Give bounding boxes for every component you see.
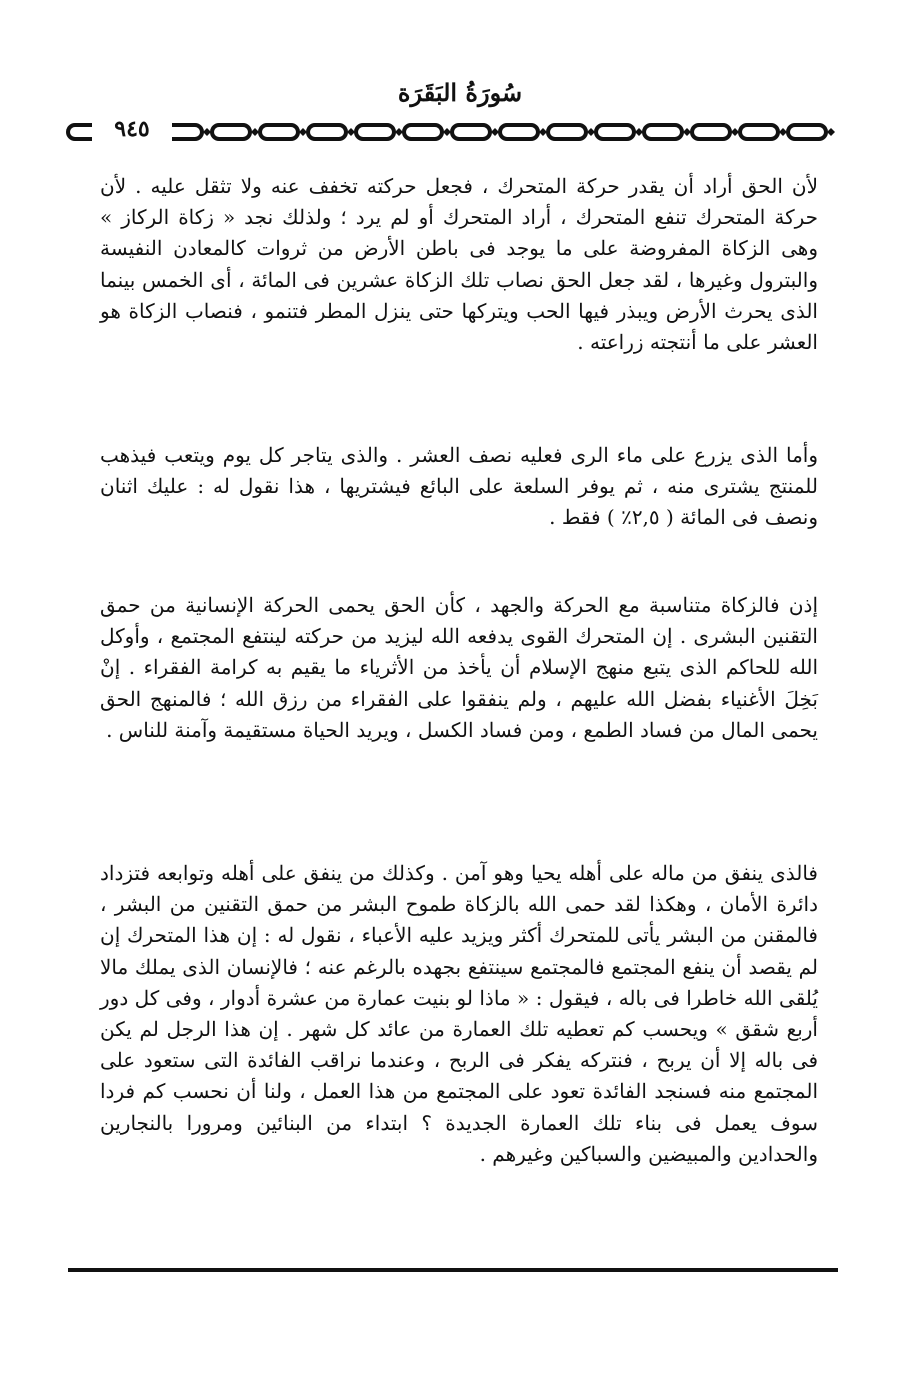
paragraph-3 bbox=[100, 590, 818, 746]
paragraph-text: لأن الحق أراد أن يقدر حركة المتحرك ، فجعل حركته تخفف عنه ولا تثقل عليه . لأن حركة المتحرك تنفع المتحرك ، أراد المتحرك أو لم يرد ؛ ولذلك نجد « زكاة الركاز » وهى الزكاة المفروضة على ما يوجد فى باطن الأرض من ثروات كالمعادن النفيسة والبترول وغيرها ، لقد جعل الحق نصاب تلك الزكاة عشرين فى المائة ، أى الخمس بينما الذى يحرث الأرض ويبذر فيها الحب ويتركها حتى ينزل المطر فتنمو ، فنصاب الزكاة هو العشر على ما أنتجته زراعته . bbox=[100, 174, 818, 355]
paragraph-4 bbox=[100, 858, 818, 1170]
ornament-border bbox=[66, 117, 838, 147]
paragraph-text: وأما الذى يزرع على ماء الرى فعليه نصف العشر . والذى يتاجر كل يوم ويتعب فيذهب للمنتج يشترى منه ، ثم يوفر السلعة على البائع فيشتريها ، هذا نقول له : عليك اثنان ونصف فى المائة ( ٢,٥٪ ) فقط . bbox=[100, 443, 818, 530]
footer-rule bbox=[68, 1268, 838, 1272]
paragraph-1 bbox=[100, 171, 818, 358]
page-number: ٩٤٥ bbox=[92, 116, 172, 142]
paragraph-text: فالذى ينفق من ماله على أهله يحيا وهو آمن . وكذلك من ينفق على أهله وتوابعه فتزداد دائرة الأمان ، وهكذا لقد حمى الله بالزكاة طموح البشر من حمق التقنين من البشر ، فالمقنن من البشر يأتى للمتحرك أكثر ويزيد عليه الأعباء ، نقول له : إن هذا المتحرك إن لم يقصد أن ينفع المجتمع فالمجتمع سينتفع بجهده بالرغم عنه ؛ فالإنسان الذى يملك مالا يُلقى الله خاطرا فى باله ، فيقول : « ماذا لو بنيت عمارة من عشرة أدوار ، وفى كل دور أربع شقق » ويحسب كم تعطيه تلك العمارة من عائد كل شهر . إن هذا الرجل لم يكن فى باله إلا أن يربح ، فنتركه يفكر فى الربح ، وعندما نراقب الفائدة التى ستعود على المجتمع منه فسنجد الفائدة تعود على المجتمع من هذا العمل ، ولنا أن نحسب كم فردا سوف يعمل فى بناء تلك العمارة الجديدة ؟ ابتداء من البنائين ومرورا بالنجارين والحدادين والمبيضين والسباكين وغيرهم . bbox=[100, 861, 818, 1166]
paragraph-2 bbox=[100, 440, 818, 534]
paragraph-text: إذن فالزكاة متناسبة مع الحركة والجهد ، كأن الحق يحمى الحركة الإنسانية من حمق التقنين البشرى . إن المتحرك القوى يدفعه الله ليزيد من حركته لينتفع المجتمع ، وأوكل الله للحاكم الذى يتبع منهج الإسلام أن يأخذ من الأثرياء ما يقيم به كرامة الفقراء . إنْ بَخِلَ الأغنياء بفضل الله عليهم ، ولم ينفقوا على الفقراء من رزق الله ؛ فالمنهج الحق يحمى المال من فساد الطمع ، ومن فساد الكسل ، ويريد الحياة مستقيمة وآمنة للناس . bbox=[100, 593, 818, 742]
surah-title: سُورَةُ البَقَرَة bbox=[397, 78, 523, 107]
